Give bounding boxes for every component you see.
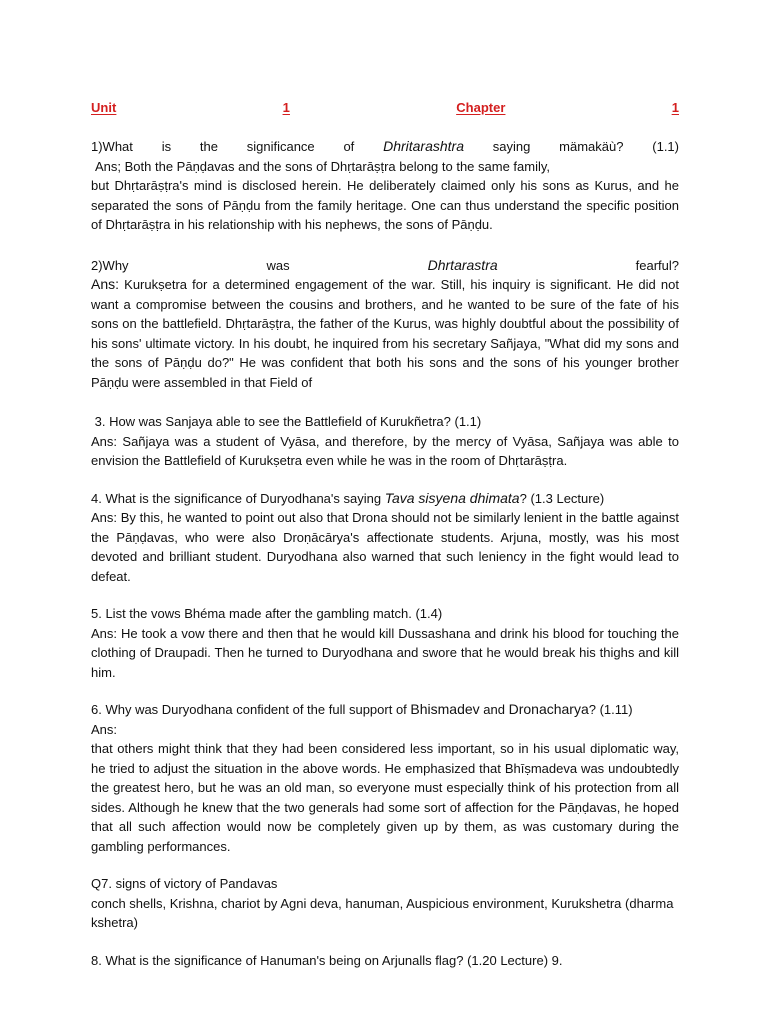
question-5: 5. List the vows Bhéma made after the gambling match. (1.4) (91, 606, 443, 621)
question-1 (91, 137, 679, 157)
question-7: Q7. signs of victory of Pandavas (91, 876, 278, 891)
question-1-block (91, 137, 679, 235)
question-6 (91, 700, 679, 720)
question-5-block (91, 604, 679, 682)
answer-7: conch shells, Krishna, chariot by Agni deva, hanuman, Auspicious environment, Kurukshetra (dharma kshetra) (91, 895, 674, 930)
question-6-text: 6. Why was Duryodhana confident of the full support of (91, 702, 411, 717)
question-1-text: 1)What is the significance of (91, 139, 355, 154)
question-4-quote: Tava sisyena dhimata (384, 489, 520, 506)
unit-label: Unit (91, 100, 117, 115)
question-2-name: Dhrtarastra (427, 256, 498, 273)
question-2-block (91, 256, 679, 393)
question-4-suffix: ? (1.3 Lecture) (519, 490, 605, 506)
question-6-name2: Dronacharya (508, 701, 589, 717)
answer-1-line1: Ans; Both the Pāṇḍavas and the sons of Dhṛtarāṣṭra belong to the same family, (95, 158, 551, 174)
question-2-mid: was (266, 257, 290, 273)
answer-3: Ans: Sañjaya was a student of Vyāsa, and therefore, by the mercy of Vyāsa, Sañjaya was able to envision the Battlefield of Kurukṣetra even while he was in the room of Dhṛtarāṣṭra. (91, 433, 679, 468)
chapter-label: Chapter (456, 100, 506, 115)
question-2 (91, 256, 679, 276)
question-3-block (91, 412, 679, 471)
question-2-text: 2)Why (91, 257, 129, 273)
answer-2-text: Kurukṣetra for a determined engagement of the war. Still, his inquiry is significant. He did not want a compromise between the cousins and brothers, and he wanted to be sure of the fate of his sons on the battlefield. Dhṛtarāṣṭra, the father of the Kurus, was highly doubtful about the possibility of his sons' ultimate victory. In his doubt, he inquired from his secretary Sañjaya, "What did my sons and the sons of Pāṇḍu do?" He was confident that both his sons and the sons of his younger brother Pāṇḍu were assembled in that Field of (91, 277, 679, 390)
question-6-and: and (479, 702, 509, 717)
question-6-suffix: ? (1.11) (588, 702, 633, 717)
answer-5: Ans: He took a vow there and then that he would kill Dussashana and drink his blood for touching the clothing of Draupadi. Then he turned to Duryodhana and swore that he would break his thighs and kill him. (91, 625, 679, 680)
document-page (91, 100, 679, 988)
question-1-name: Dhritarashtra (383, 138, 464, 154)
question-6-name1: Bhismadev (410, 701, 480, 717)
answer-6: that others might think that they had been considered less important, so in his usual diplomatic way, he tried to adjust the situation in the above words. He emphasized that Bhīṣmadeva was undoubtedly the greatest hero, but he was an old man, so everyone must especially think of his protection from all sides. Although he knew that the two generals had some sort of affection for the Pāṇḍavas, he hoped that all such affection would now be completely given up by them, as was customary during the gambling performances. (91, 741, 679, 854)
answer-1: but Dhṛtarāṣṭra's mind is disclosed herein. He deliberately claimed only his sons as Kurus, and he separated the sons of Pāṇḍu from the family heritage. One can thus understand the specific position of Dhṛtarāṣṭra in his relationship with his nephews, the sons of Pāṇḍu. (91, 178, 679, 232)
page-header (91, 100, 679, 115)
question-1-suffix: saying mämakäù? (1.1) (492, 139, 679, 154)
question-4 (91, 489, 679, 509)
answer-4: Ans: By this, he wanted to point out also that Drona should not be similarly lenient in the battle against the Pāṇḍavas, who were also Droṇācārya's affectionate students. Arjuna, mostly, was his most devoted and brilliant student. Duryodhana also warned that such leniency in the fight would lead to defeat. (91, 510, 679, 584)
question-6-block (91, 700, 679, 856)
question-8: 8. What is the significance of Hanuman's being on Arjunalls flag? (1.20 Lecture) 9. (91, 952, 563, 968)
question-4-text: 4. What is the significance of Duryodhana's saying (91, 490, 385, 506)
answer-6-label: Ans: (91, 721, 118, 737)
answer-2 (91, 275, 679, 392)
question-7-block (91, 874, 679, 933)
question-4-block (91, 489, 679, 587)
question-2-suffix: fearful? (635, 257, 679, 273)
answer-2-label: Ans: (91, 276, 120, 292)
question-8-block (91, 951, 679, 971)
question-3: 3. How was Sanjaya able to see the Battlefield of Kurukñetra? (1.1) (91, 414, 482, 429)
chapter-number: 1 (671, 100, 679, 115)
unit-number: 1 (282, 100, 290, 115)
